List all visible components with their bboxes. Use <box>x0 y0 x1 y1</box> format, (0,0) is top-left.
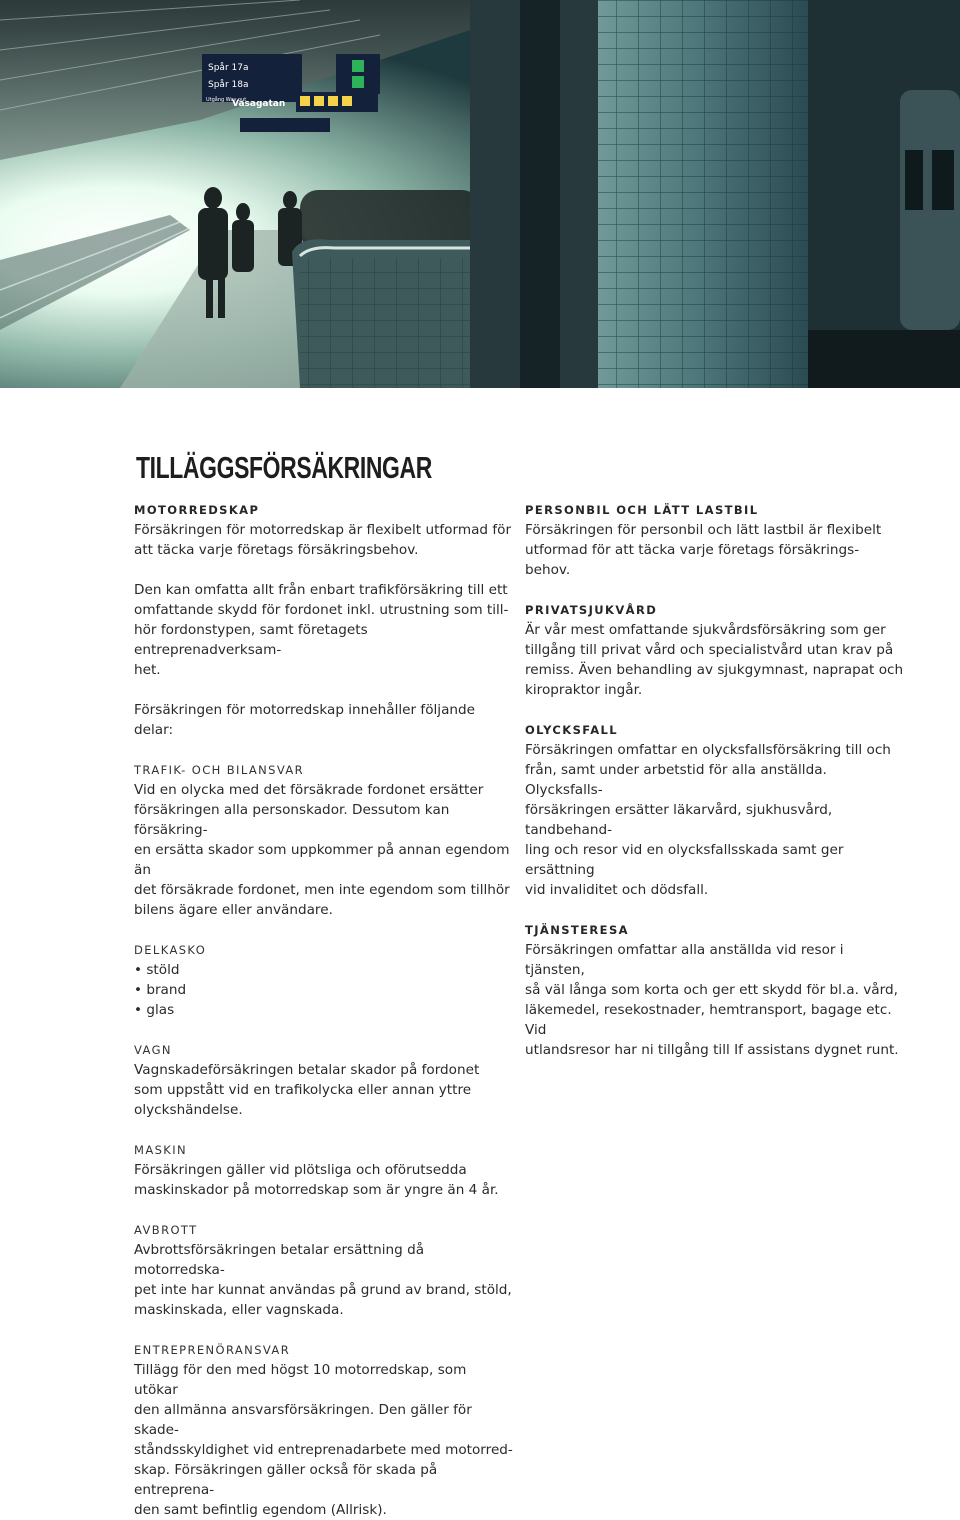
tjansteresa-text: Försäkringen omfattar alla anställda vid resor i tjänsten, så väl långa som korta och ger ett skydd för bl.a. vård, läkemedel, resekostnader, hemtransport, bagage etc. Vid utlandsresor har ni tillgång till If assistans dygnet runt. <box>525 942 899 1058</box>
sign-vasagatan: Vasagatan <box>232 99 286 109</box>
motorredskap-heading: MOTORREDSKAP <box>134 503 260 517</box>
motorredskap-text-3: Försäkringen för motorredskap innehåller följande delar: <box>134 702 476 738</box>
delkasko-heading: DELKASKO <box>134 943 207 957</box>
section-maskin <box>134 1140 514 1200</box>
exit-arrow-icon <box>352 76 364 88</box>
page-title: TILLÄGGSFÖRSÄKRINGAR <box>136 450 432 485</box>
maskin-text: Försäkringen gäller vid plötsliga och oförutsedda maskinskador på motorredskap som är yngre än 4 år. <box>134 1162 499 1198</box>
section-motorredskap <box>134 500 514 740</box>
list-item: • glas <box>134 1000 514 1020</box>
sign-symbol-icon <box>300 96 310 106</box>
exit-arrow-icon <box>352 60 364 72</box>
sign-symbol-icon <box>328 96 338 106</box>
personbil-text: Försäkringen för personbil och lätt lastbil är flexibelt utformad för att täcka varje företags försäkrings- behov. <box>525 522 882 578</box>
sign-utgang: Utgång Way out <box>206 97 247 103</box>
motorredskap-text-1: Försäkringen för motorredskap är flexibelt utformad för att täcka varje företags försäkringsbehov. <box>134 522 512 558</box>
hero-photo <box>0 0 960 388</box>
sign-spar-18a: Spår 18a <box>208 80 249 90</box>
section-avbrott <box>134 1220 514 1320</box>
section-olycksfall <box>525 720 905 900</box>
motorredskap-text-2: Den kan omfatta allt från enbart trafikförsäkring till ett omfattande skydd för fordonet inkl. utrustning som till- hör fordonstypen, samt företagets entreprenadverksam- het. <box>134 582 509 678</box>
section-entreprenoransvar <box>134 1340 514 1520</box>
olycksfall-heading: OLYCKSFALL <box>525 723 618 737</box>
list-item: • brand <box>134 980 514 1000</box>
privatsjukvard-heading: PRIVATSJUKVÅRD <box>525 603 658 617</box>
trafik-text: Vid en olycka med det försäkrade fordonet ersätter försäkringen alla personskador. Dessutom kan försäkring- en ersätta skador som uppkommer på annan egendom än det försäkrade fordonet, men inte egendom som tillhör bilens ägare eller användare. <box>134 782 510 918</box>
section-delkasko <box>134 940 514 1020</box>
avbrott-heading: AVBROTT <box>134 1223 198 1237</box>
section-trafik-och-bilansvar <box>134 760 514 920</box>
list-item: • stöld <box>134 960 514 980</box>
olycksfall-text: Försäkringen omfattar en olycksfallsförsäkring till och från, samt under arbetstid för alla anställda. Olycksfalls- försäkringen ersätter läkarvård, sjukhusvård, tandbehand- ling och resor vid en olycksfallsskada samt ger ersättning vid invaliditet och dödsfall. <box>525 742 891 898</box>
personbil-heading: PERSONBIL OCH LÄTT LASTBIL <box>525 503 759 517</box>
section-privatsjukvard <box>525 600 905 700</box>
sign-spar-17a: Spår 17a <box>208 63 249 73</box>
sign-symbol-icon <box>314 96 324 106</box>
sign-symbol-icon <box>342 96 352 106</box>
vagn-heading: VAGN <box>134 1043 172 1057</box>
tjansteresa-heading: TJÄNSTERESA <box>525 923 629 937</box>
privatsjukvard-text: Är vår mest omfattande sjukvårdsförsäkring som ger tillgång till privat vård och specialistvård utan krav på remiss. Även behandling av sjukgymnast, naprapat och kiropraktor ingår. <box>525 622 904 698</box>
maskin-heading: MASKIN <box>134 1143 188 1157</box>
section-tjansteresa <box>525 920 905 1060</box>
trafik-heading: TRAFIK- OCH BILANSVAR <box>134 763 305 777</box>
right-column <box>525 500 905 1060</box>
entreprenor-heading: ENTREPRENÖRANSVAR <box>134 1343 291 1357</box>
section-vagn <box>134 1040 514 1120</box>
delkasko-list <box>134 960 514 1020</box>
vagn-text: Vagnskadeförsäkringen betalar skador på fordonet som uppstått vid en trafikolycka eller annan yttre olyckshändelse. <box>134 1062 480 1118</box>
left-column <box>134 500 514 1520</box>
avbrott-text: Avbrottsförsäkringen betalar ersättning då motorredska- pet inte har kunnat användas på grund av brand, stöld, maskinskada, eller vagnskada. <box>134 1242 512 1318</box>
entreprenor-text: Tillägg för den med högst 10 motorredskap, som utökar den allmänna ansvarsförsäkringen. Den gäller för skade- ståndsskyldighet vid entreprenadarbete med motorred- skap. Försäkringen gäller också för skada på entreprena- den samt befintlig egendom (Allrisk). <box>134 1362 513 1518</box>
section-personbil <box>525 500 905 580</box>
